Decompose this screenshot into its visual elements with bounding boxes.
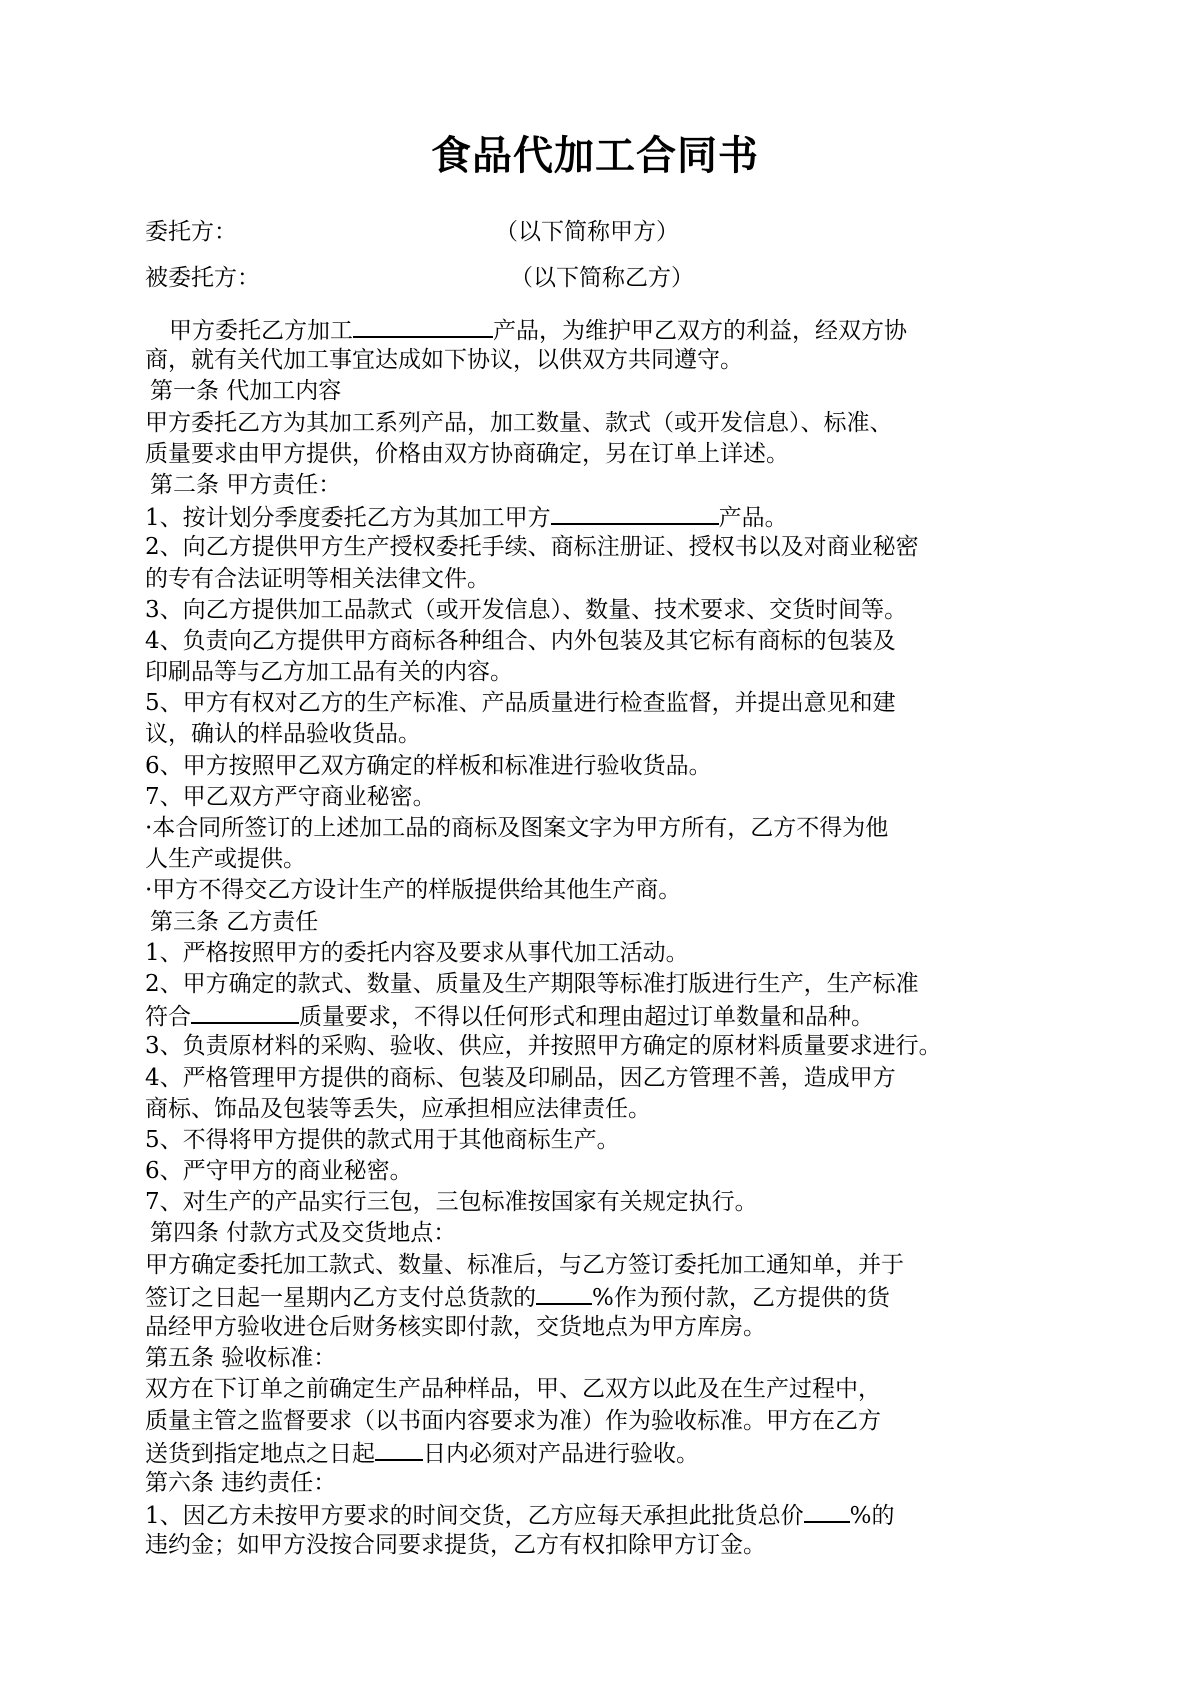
contract-line bbox=[145, 314, 1060, 345]
contract-line bbox=[145, 501, 1060, 532]
line-text: 7、甲乙双方严守商业秘密。 bbox=[145, 783, 436, 810]
line-text: 3、向乙方提供加工品款式（或开发信息）、数量、技术要求、交货时间等。 bbox=[145, 596, 908, 623]
party-client-label: 委托方： bbox=[145, 219, 237, 245]
contract-line bbox=[145, 719, 1060, 750]
contract-line bbox=[145, 657, 1060, 688]
line-text: 1、严格按照甲方的委托内容及要求从事代加工活动。 bbox=[145, 939, 689, 966]
contract-line bbox=[145, 626, 1060, 657]
line-text: %的 bbox=[849, 1503, 895, 1530]
line-text: 商，就有关代加工事宜达成如下协议，以供双方共同遵守。 bbox=[145, 347, 743, 374]
contract-line bbox=[145, 439, 1060, 470]
contract-line bbox=[145, 688, 1060, 719]
line-text: 违约金；如甲方没按合同要求提货，乙方有权扣除甲方订金。 bbox=[145, 1532, 766, 1559]
line-text: 2、甲方确定的款式、数量、质量及生产期限等标准打版进行生产，生产标准 bbox=[145, 970, 919, 997]
line-text: 人生产或提供。 bbox=[145, 846, 306, 873]
line-text: 6、甲方按照甲乙双方确定的样板和标准进行验收货品。 bbox=[145, 752, 712, 779]
line-text: 产品，为维护甲乙双方的利益，经双方协 bbox=[493, 318, 907, 344]
contract-line bbox=[145, 1343, 1060, 1374]
contract-line bbox=[145, 813, 1060, 844]
contract-line bbox=[145, 1312, 1060, 1343]
fill-in-blank bbox=[191, 1000, 299, 1024]
contract-line bbox=[145, 1468, 1060, 1499]
line-text: 1、因乙方未按甲方要求的时间交货，乙方应每天承担此批货总价 bbox=[145, 1503, 804, 1530]
contract-line bbox=[145, 1250, 1060, 1281]
line-text: 甲方委托乙方加工 bbox=[169, 318, 353, 344]
contract-line bbox=[145, 532, 1060, 563]
line-text: 2、向乙方提供甲方生产授权委托手续、商标注册证、授权书以及对商业秘密 bbox=[145, 534, 919, 561]
line-text: 双方在下订单之前确定生产品种样品，甲、乙双方以此及在生产过程中， bbox=[145, 1376, 881, 1403]
line-text: 第三条 乙方责任 bbox=[150, 908, 319, 935]
contract-line bbox=[145, 1125, 1060, 1156]
line-text: 议，确认的样品验收货品。 bbox=[145, 721, 421, 748]
line-text: 第一条 代加工内容 bbox=[150, 378, 342, 405]
line-text: 第二条 甲方责任： bbox=[150, 471, 342, 498]
contract-line bbox=[145, 564, 1060, 595]
line-text: 印刷品等与乙方加工品有关的内容。 bbox=[145, 659, 513, 686]
contract-line bbox=[145, 1094, 1060, 1125]
contract-line bbox=[145, 1437, 1060, 1468]
line-text: 日内必须对产品进行验收。 bbox=[423, 1440, 699, 1467]
contract-line bbox=[145, 875, 1060, 906]
line-text: 7、对生产的产品实行三包，三包标准按国家有关规定执行。 bbox=[145, 1189, 758, 1216]
party-contractor-label: 被委托方： bbox=[145, 265, 260, 291]
line-text: 4、严格管理甲方提供的商标、包装及印刷品，因乙方管理不善，造成甲方 bbox=[145, 1064, 896, 1091]
contract-line bbox=[145, 969, 1060, 1000]
fill-in-blank bbox=[353, 314, 493, 338]
party-client-note: （以下简称甲方） bbox=[495, 219, 679, 245]
contract-line bbox=[145, 1156, 1060, 1187]
line-text: 品经甲方验收进仓后财务核实即付款，交货地点为甲方库房。 bbox=[145, 1314, 766, 1340]
section-heading bbox=[145, 376, 1060, 407]
contract-line bbox=[145, 1374, 1060, 1405]
line-text: 3、负责原材料的采购、验收、供应，并按照甲方确定的原材料质量要求进行。 bbox=[145, 1033, 942, 1060]
contract-line bbox=[145, 1187, 1060, 1218]
contract-line bbox=[145, 1000, 1060, 1031]
line-text: 签订之日起一星期内乙方支付总货款的 bbox=[145, 1284, 536, 1311]
line-text: %作为预付款，乙方提供的货 bbox=[592, 1284, 890, 1311]
line-text: 商标、饰品及包装等丢失，应承担相应法律责任。 bbox=[145, 1095, 651, 1122]
line-text: 送货到指定地点之日起 bbox=[145, 1440, 375, 1467]
line-text: 6、严守甲方的商业秘密。 bbox=[145, 1158, 413, 1185]
line-text: 第六条 违约责任： bbox=[145, 1469, 337, 1496]
contract-line bbox=[145, 1281, 1060, 1312]
contract-line bbox=[145, 408, 1060, 439]
line-text: 5、甲方有权对乙方的生产标准、产品质量进行检查监督，并提出意见和建 bbox=[145, 690, 896, 717]
contract-line bbox=[145, 1406, 1060, 1437]
line-text: 甲方确定委托加工款式、数量、标准后，与乙方签订委托加工通知单，并于 bbox=[145, 1251, 904, 1278]
fill-in-blank bbox=[551, 501, 719, 525]
contract-line bbox=[145, 1031, 1060, 1062]
contract-line bbox=[145, 782, 1060, 813]
line-text: 第四条 付款方式及交货地点： bbox=[150, 1220, 457, 1247]
line-text: 5、不得将甲方提供的款式用于其他商标生产。 bbox=[145, 1126, 620, 1153]
fill-in-blank bbox=[375, 1437, 423, 1461]
line-text: 的专有合法证明等相关法律文件。 bbox=[145, 565, 490, 592]
fill-in-blank bbox=[804, 1499, 850, 1523]
line-text: ·本合同所签订的上述加工品的商标及图案文字为甲方所有，乙方不得为他 bbox=[145, 815, 889, 841]
line-text: 产品。 bbox=[718, 505, 788, 532]
contract-line bbox=[145, 938, 1060, 969]
line-text: 甲方委托乙方为其加工系列产品，加工数量、款式（或开发信息）、标准、 bbox=[145, 409, 893, 436]
line-text: 符合 bbox=[145, 1004, 191, 1031]
contract-line bbox=[145, 345, 1060, 376]
contract-line bbox=[145, 751, 1060, 782]
contract-line bbox=[145, 844, 1060, 875]
document-title: 食品代加工合同书 bbox=[431, 132, 759, 179]
line-text: 质量要求由甲方提供，价格由双方协商确定，另在订单上详述。 bbox=[145, 440, 789, 467]
contract-line bbox=[145, 1499, 1060, 1530]
section-heading bbox=[145, 470, 1060, 501]
contract-body bbox=[145, 314, 1060, 1562]
line-text: 4、负责向乙方提供甲方商标各种组合、内外包装及其它标有商标的包装及 bbox=[145, 627, 896, 654]
fill-in-blank bbox=[536, 1281, 592, 1305]
party-contractor bbox=[145, 262, 694, 294]
line-text: 1、按计划分季度委托乙方为其加工甲方 bbox=[145, 505, 551, 532]
party-client bbox=[145, 216, 679, 248]
contract-line bbox=[145, 1063, 1060, 1094]
line-text: ·甲方不得交乙方设计生产的样版提供给其他生产商。 bbox=[145, 877, 682, 904]
section-heading bbox=[145, 1218, 1060, 1249]
line-text: 质量主管之监督要求（以书面内容要求为准）作为验收标准。甲方在乙方 bbox=[145, 1407, 881, 1434]
contract-line bbox=[145, 1530, 1060, 1561]
line-text: 质量要求，不得以任何形式和理由超过订单数量和品种。 bbox=[299, 1004, 874, 1031]
section-heading bbox=[145, 907, 1060, 938]
party-contractor-note: （以下简称乙方） bbox=[510, 265, 694, 291]
contract-line bbox=[145, 595, 1060, 626]
line-text: 第五条 验收标准： bbox=[145, 1345, 337, 1372]
